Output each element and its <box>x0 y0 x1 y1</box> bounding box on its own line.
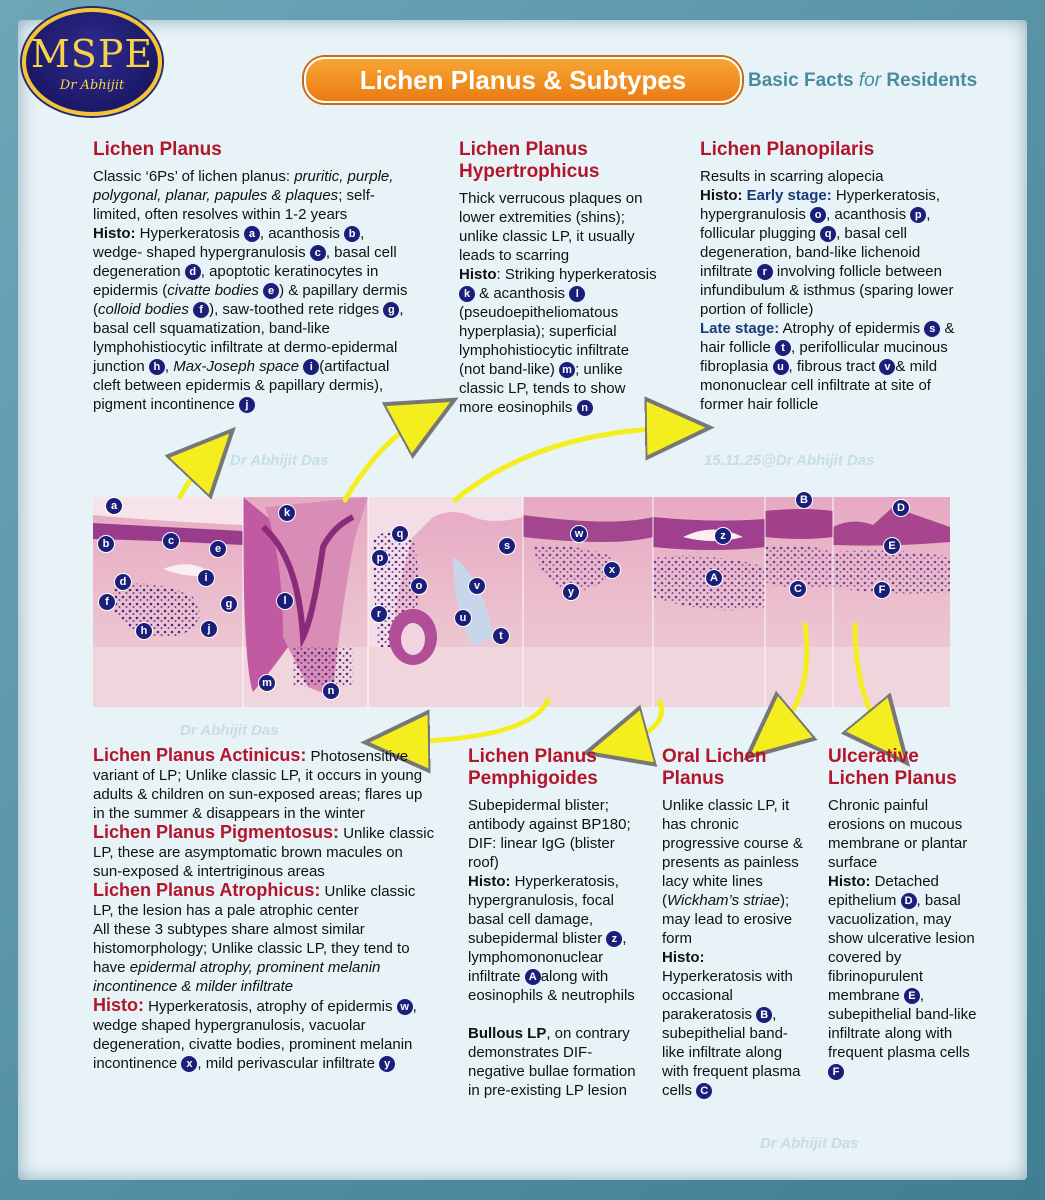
strip-marker-i: i <box>197 569 215 587</box>
mspe-logo <box>22 8 162 116</box>
marker-D: D <box>901 893 917 909</box>
section-title: Lichen Planopilaris <box>700 139 875 160</box>
section-lichen-planopilaris <box>700 139 976 414</box>
section-title: Lichen Planus Hypertrophicus <box>459 139 600 182</box>
strip-marker-a: a <box>105 497 123 515</box>
logo-text: MSPE <box>30 32 154 76</box>
marker-E: E <box>904 988 920 1004</box>
marker-b: b <box>344 226 360 242</box>
strip-marker-k: k <box>278 504 296 522</box>
watermark: Dr Abhijit Das <box>230 452 329 469</box>
strip-marker-E: E <box>883 537 901 555</box>
strip-marker-D: D <box>892 499 910 517</box>
subtitle: Basic Facts for Residents <box>748 70 978 91</box>
marker-i: i <box>303 359 319 375</box>
logo-subtext: Dr Abhijit <box>59 78 125 93</box>
lp-pigmentosus-text: Lichen Planus Pigmentosus: Unlike classic LP, these are asymptomatic brown macules on sun-exposed & intertriginous areas <box>93 822 435 880</box>
marker-r: r <box>757 264 773 280</box>
marker-e: e <box>263 283 279 299</box>
section-title: Lichen Planus Pemphigoides <box>468 746 598 789</box>
section-text: Thick verrucous plaques on lower extremities (shins); unlike classic LP, it usually leads to scarring Histo: Striking hyperkeratosis k & acanthosis l (pseudoepitheliomatous hyperplasia); superficial lymphohistiocytic infiltrate (not band-like) m ; unlike classic LP, tends to show more eosinophils n <box>459 190 657 416</box>
watermark: Dr Abhijit Das <box>760 1135 859 1152</box>
section-oral-lp <box>662 746 807 1100</box>
strip-marker-l: l <box>276 592 294 610</box>
marker-g: g <box>383 302 399 318</box>
strip-marker-x: x <box>603 561 621 579</box>
section-title: Oral Lichen Planus <box>662 746 767 789</box>
section-title: Lichen Planus <box>93 139 222 160</box>
strip-marker-y: y <box>562 583 580 601</box>
strip-marker-q: q <box>391 525 409 543</box>
strip-marker-d: d <box>114 573 132 591</box>
section-title: Ulcerative Lichen Planus <box>828 746 957 789</box>
marker-z: z <box>606 931 622 947</box>
marker-A: A <box>525 969 541 985</box>
section-text: Subepidermal blister; antibody against BP180; DIF: linear IgG (blister roof) Histo: Hyperkeratosis, hypergranulosis, focal basal cell damage, subepidermal blister z , lymphomononuclear infiltrate A along with eosinophils & neutrophils Bullous LP, on contrary demonstrates DIF-negative bullae formation in pre-existing LP lesion <box>468 797 636 1099</box>
strip-marker-C: C <box>789 580 807 598</box>
strip-marker-w: w <box>570 525 588 543</box>
marker-s: s <box>924 321 940 337</box>
strip-marker-v: v <box>468 577 486 595</box>
strip-marker-o: o <box>410 577 428 595</box>
marker-w: w <box>397 999 413 1015</box>
lp-actinicus-text: Lichen Planus Actinicus: Photosensitive variant of LP; Unlike classic LP, it occurs in young adults & children on sun-exposed areas; flares up in the summer & disappears in the winter <box>93 745 423 822</box>
marker-C: C <box>696 1083 712 1099</box>
section-lichen-planus <box>93 139 411 414</box>
strip-marker-c: c <box>162 532 180 550</box>
marker-c: c <box>310 245 326 261</box>
watermark: Dr Abhijit Das <box>180 722 279 739</box>
section-other-subtypes <box>93 746 436 1073</box>
marker-q: q <box>820 226 836 242</box>
strip-marker-j: j <box>200 620 218 638</box>
section-ulcerative-lp <box>828 746 978 1081</box>
shared-histology-text: All these 3 subtypes share almost similar histomorphology; Unlike classic LP, they tend to have epidermal atrophy, prominent melanin incontinence & milder infiltrate Histo: Hyperkeratosis, atrophy of epidermis w , wedge shaped hypergranulosis, vacuolar degeneration, civatte bodies, prominent melanin incontinence x , mild perivascular infiltrate y <box>93 921 417 1072</box>
strip-marker-B: B <box>795 491 813 509</box>
strip-marker-f: f <box>98 593 116 611</box>
strip-marker-h: h <box>135 622 153 640</box>
marker-n: n <box>577 400 593 416</box>
strip-marker-F: F <box>873 581 891 599</box>
marker-u: u <box>773 359 789 375</box>
section-text: Results in scarring alopecia Histo: Early stage: Hyperkeratosis, hypergranulosis o , acanthosis p , follicular plugging q , basal cell degeneration, band-like lichenoid infiltrate r involving follicle between infundibulum & isthmus (sparing lower portion of follicle) Late stage: Atrophy of epidermis s & hair follicle t , perifollicular mucinous fibroplasia u , fibrous tract v & mild mononuclear cell infiltrate at site of former hair follicle <box>700 168 955 413</box>
marker-l: l <box>569 286 585 302</box>
strip-marker-n: n <box>322 682 340 700</box>
marker-a: a <box>244 226 260 242</box>
marker-h: h <box>149 359 165 375</box>
marker-x: x <box>181 1056 197 1072</box>
section-lp-pemphigoides <box>468 746 638 1100</box>
strip-marker-u: u <box>454 609 472 627</box>
strip-marker-g: g <box>220 595 238 613</box>
marker-o: o <box>810 207 826 223</box>
lp-atrophicus-text: Lichen Planus Atrophicus: Unlike classic LP, the lesion has a pale atrophic center <box>93 880 416 919</box>
section-text: Unlike classic LP, it has chronic progressive course & presents as painless lacy white lines (Wickham’s striae); may lead to erosive form Histo: Hyperkeratosis with occasional parakeratosis B , subepithelial band-like infiltrate along with frequent plasma cells C <box>662 797 803 1099</box>
marker-y: y <box>379 1056 395 1072</box>
strip-marker-s: s <box>498 537 516 555</box>
marker-v: v <box>879 359 895 375</box>
section-lp-hypertrophicus <box>459 139 657 417</box>
title-banner <box>304 57 742 103</box>
marker-m: m <box>559 362 575 378</box>
marker-f: f <box>193 302 209 318</box>
strip-marker-m: m <box>258 674 276 692</box>
strip-marker-b: b <box>97 535 115 553</box>
strip-marker-t: t <box>492 627 510 645</box>
strip-marker-A: A <box>705 569 723 587</box>
strip-marker-r: r <box>370 605 388 623</box>
marker-t: t <box>775 340 791 356</box>
section-text: Chronic painful erosions on mucous membrane or plantar surface Histo: Detached epithelium D , basal vacuolization, may show ulcerative lesion covered by fibrinopurulent membrane E , subepithelial band-like infiltrate along with frequent plasma cells F <box>828 797 977 1078</box>
marker-F: F <box>828 1064 844 1080</box>
strip-marker-p: p <box>371 549 389 567</box>
marker-d: d <box>185 264 201 280</box>
marker-j: j <box>239 397 255 413</box>
marker-p: p <box>910 207 926 223</box>
strip-marker-z: z <box>714 527 732 545</box>
section-text: Classic ‘6Ps’ of lichen planus: pruritic, purple, polygonal, planar, papules & plaques; self-limited, often resolves within 1-2 years Histo: Hyperkeratosis a , acanthosis b , wedge- shaped hypergranulosis c , basal cell degeneration d , apoptotic keratinocytes in epidermis (civatte bodies e ) & papillary dermis (colloid bodies f ), saw-toothed rete ridges g , basal cell squamatization, band-like lymphohistiocytic infiltrate at dermo-epidermal junction h , Max-Joseph space i (artifactual cleft between epidermis & papillary dermis), pigment incontinence j <box>93 168 408 413</box>
marker-B: B <box>756 1007 772 1023</box>
watermark: 15.11.25@Dr Abhijit Das <box>704 452 875 469</box>
marker-k: k <box>459 286 475 302</box>
page-title: Lichen Planus & Subtypes <box>359 65 687 95</box>
strip-marker-e: e <box>209 540 227 558</box>
